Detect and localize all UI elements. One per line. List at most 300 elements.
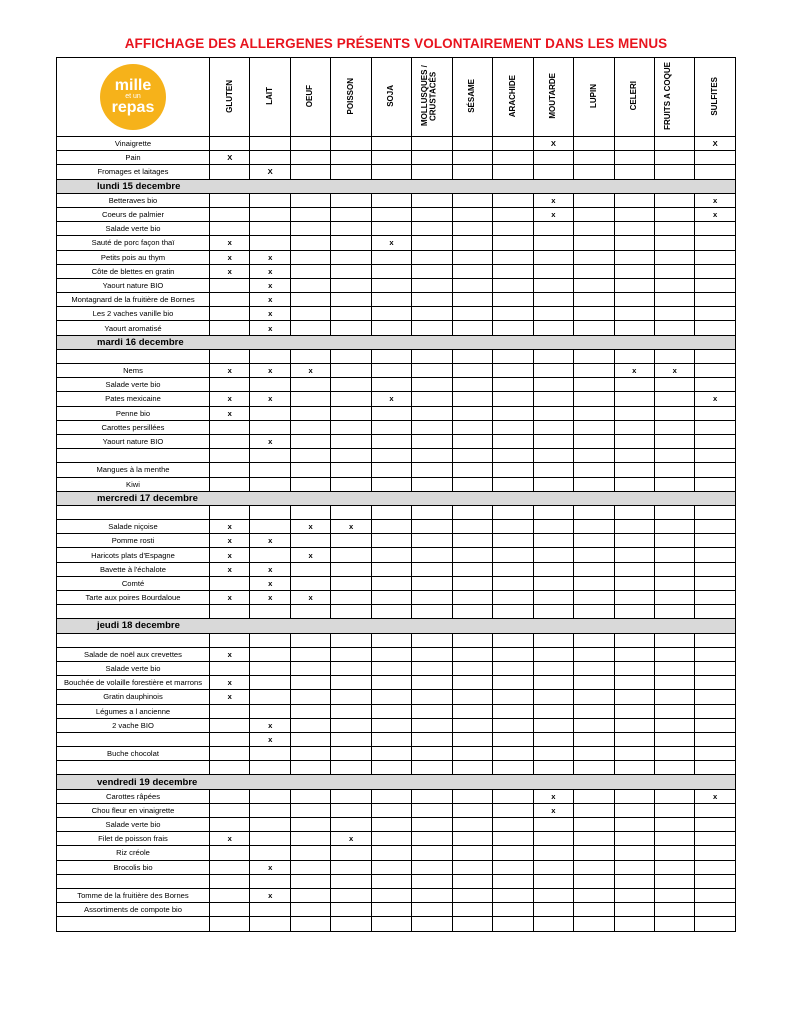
allergen-mark-cell: x [331,520,371,534]
day-header-row [57,775,736,789]
allergen-mark-cell [331,846,371,860]
table-row [57,917,736,931]
allergen-mark-cell [614,463,654,477]
allergen-mark-cell [331,874,371,888]
allergen-mark-cell [654,647,694,661]
allergen-mark-cell [210,732,250,746]
allergen-mark-cell: x [250,562,290,576]
allergen-mark-cell [574,449,614,463]
allergen-mark-cell [290,165,330,179]
allergen-mark-cell [290,789,330,803]
allergen-mark-cell [371,165,411,179]
allergen-mark-cell: x [210,548,250,562]
allergen-mark-cell [210,704,250,718]
allergen-mark-cell [452,250,492,264]
allergen-mark-cell [331,647,371,661]
allergen-mark-cell [210,307,250,321]
allergen-mark-cell: x [250,434,290,448]
allergen-mark-cell: x [250,264,290,278]
allergen-mark-cell [654,818,694,832]
allergen-mark-cell [412,236,452,250]
allergen-mark-cell [493,903,533,917]
allergen-mark-cell [371,463,411,477]
allergen-mark-cell [533,321,573,335]
allergen-mark-cell [574,747,614,761]
allergen-mark-cell [654,562,694,576]
table-row [57,420,736,434]
allergen-mark-cell [654,548,694,562]
allergen-mark-cell: x [371,236,411,250]
allergen-mark-cell [412,278,452,292]
allergen-mark-cell [695,661,735,675]
day-header-row [57,179,736,193]
allergen-mark-cell [533,548,573,562]
dish-name: Salade de noël aux crevettes [57,647,210,661]
allergen-mark-cell [654,392,694,406]
dish-name: Yaourt nature BIO [57,278,210,292]
allergen-mark-cell [533,690,573,704]
allergen-mark-cell [695,548,735,562]
allergen-mark-cell [250,463,290,477]
allergen-mark-cell [614,903,654,917]
allergen-mark-cell [412,874,452,888]
allergen-mark-cell [250,520,290,534]
allergen-mark-cell: X [210,151,250,165]
allergen-mark-cell [290,420,330,434]
allergen-mark-cell [533,647,573,661]
allergen-mark-cell [695,420,735,434]
allergen-mark-cell [614,732,654,746]
table-row [57,222,736,236]
allergen-mark-cell [654,137,694,151]
allergen-mark-cell [493,704,533,718]
allergen-mark-cell [371,264,411,278]
allergen-mark-cell [371,406,411,420]
column-label: SULFITES [709,76,719,116]
allergen-mark-cell: x [250,250,290,264]
column-header-lupin [574,58,614,137]
allergen-mark-cell [574,165,614,179]
allergen-mark-cell [412,364,452,378]
allergen-mark-cell [452,378,492,392]
allergen-mark-cell [614,874,654,888]
allergen-mark-cell [654,576,694,590]
table-row [57,789,736,803]
dish-name: Riz créole [57,846,210,860]
allergen-mark-cell [614,860,654,874]
column-label: MOUTARDE [548,73,558,119]
allergen-mark-cell [614,676,654,690]
column-header-lait [250,58,290,137]
allergen-mark-cell [290,151,330,165]
allergen-mark-cell [452,562,492,576]
allergen-mark-cell [654,874,694,888]
allergen-mark-cell [331,307,371,321]
allergen-mark-cell [210,349,250,363]
allergen-mark-cell [371,732,411,746]
allergen-mark-cell [331,264,371,278]
allergen-mark-cell [493,690,533,704]
allergen-mark-cell [654,250,694,264]
allergen-mark-cell: x [250,307,290,321]
allergen-mark-cell [654,264,694,278]
allergen-mark-cell [654,718,694,732]
dish-name: Betteraves bio [57,193,210,207]
allergen-mark-cell [371,307,411,321]
allergen-mark-cell [695,718,735,732]
allergen-mark-cell [574,378,614,392]
allergen-mark-cell: x [250,364,290,378]
allergen-mark-cell [331,732,371,746]
allergen-mark-cell [695,434,735,448]
allergen-mark-cell [654,676,694,690]
allergen-mark-cell [331,576,371,590]
allergen-mark-cell [574,903,614,917]
allergen-mark-cell [412,633,452,647]
allergen-mark-cell [290,207,330,221]
allergen-mark-cell: x [210,236,250,250]
allergen-mark-cell [210,605,250,619]
logo-line-2: et un [125,92,141,100]
allergen-mark-cell: x [654,364,694,378]
allergen-mark-cell [533,832,573,846]
allergen-mark-cell [493,732,533,746]
allergen-mark-cell [412,647,452,661]
allergen-mark-cell [493,207,533,221]
allergen-mark-cell [331,903,371,917]
allergen-mark-cell [493,832,533,846]
allergen-mark-cell: x [210,406,250,420]
allergen-mark-cell [695,222,735,236]
table-row [57,747,736,761]
allergen-mark-cell [210,903,250,917]
allergen-mark-cell [412,761,452,775]
allergen-mark-cell [290,832,330,846]
allergen-mark-cell [695,846,735,860]
allergen-mark-cell [574,874,614,888]
allergen-mark-cell [493,307,533,321]
allergen-mark-cell [493,591,533,605]
dish-name: Pain [57,151,210,165]
allergen-mark-cell [574,137,614,151]
day-label: jeudi 18 decembre [57,619,736,633]
allergen-mark-cell [654,761,694,775]
allergen-mark-cell [331,562,371,576]
allergen-mark-cell [210,378,250,392]
allergen-mark-cell [290,676,330,690]
allergen-mark-cell [290,392,330,406]
allergen-mark-cell [493,236,533,250]
column-header-poisson [331,58,371,137]
allergen-mark-cell: x [290,591,330,605]
allergen-mark-cell [493,505,533,519]
allergen-mark-cell [452,832,492,846]
allergen-mark-cell: x [250,732,290,746]
allergen-mark-cell [452,818,492,832]
allergen-mark-cell [654,434,694,448]
allergen-mark-cell [210,576,250,590]
logo-line-1: mille [114,77,152,95]
allergen-mark-cell [452,477,492,491]
allergen-mark-cell [533,222,573,236]
allergen-mark-cell [574,505,614,519]
allergen-mark-cell [371,704,411,718]
day-header-row [57,335,736,349]
allergen-mark-cell [452,789,492,803]
allergen-mark-cell [614,321,654,335]
allergen-mark-cell [452,860,492,874]
allergen-mark-cell [290,434,330,448]
allergen-mark-cell [452,520,492,534]
dish-name: Tarte aux poires Bourdaloue [57,591,210,605]
allergen-mark-cell [331,676,371,690]
allergen-mark-cell [452,364,492,378]
allergen-mark-cell [654,917,694,931]
allergen-mark-cell [654,406,694,420]
allergen-mark-cell [290,818,330,832]
dish-name: Buche chocolat [57,747,210,761]
allergen-mark-cell [290,732,330,746]
allergen-mark-cell [452,704,492,718]
allergen-mark-cell [654,222,694,236]
allergen-mark-cell [574,803,614,817]
allergen-mark-cell [210,222,250,236]
allergen-mark-cell [614,406,654,420]
allergen-mark-cell [250,605,290,619]
table-row [57,250,736,264]
table-row [57,803,736,817]
allergen-mark-cell [412,903,452,917]
dish-name: Coeurs de palmier [57,207,210,221]
allergen-mark-cell [452,647,492,661]
allergen-mark-cell [533,349,573,363]
allergen-mark-cell [290,449,330,463]
dish-name: Filet de poisson frais [57,832,210,846]
allergen-mark-cell [493,434,533,448]
allergen-mark-cell [290,846,330,860]
allergen-mark-cell [493,747,533,761]
allergen-mark-cell [493,349,533,363]
dish-name: Mangues à la menthe [57,463,210,477]
allergen-mark-cell [654,803,694,817]
allergen-mark-cell [452,661,492,675]
allergen-mark-cell [533,505,573,519]
allergen-mark-cell [533,392,573,406]
allergen-mark-cell: x [331,832,371,846]
dish-name: Kiwi [57,477,210,491]
table-row [57,633,736,647]
allergen-mark-cell [614,449,654,463]
allergen-mark-cell [493,406,533,420]
allergen-mark-cell [331,789,371,803]
table-row [57,449,736,463]
allergen-mark-cell [412,676,452,690]
allergen-mark-cell [493,818,533,832]
allergen-mark-cell [654,307,694,321]
allergen-mark-cell [371,534,411,548]
table-row [57,505,736,519]
allergen-mark-cell [654,420,694,434]
allergen-mark-cell [452,676,492,690]
allergen-mark-cell [574,207,614,221]
allergen-mark-cell [371,633,411,647]
dish-name: Yaourt aromatisé [57,321,210,335]
allergen-mark-cell [412,137,452,151]
allergen-mark-cell [614,193,654,207]
allergen-mark-cell [614,633,654,647]
allergen-mark-cell [452,690,492,704]
allergen-mark-cell [331,463,371,477]
allergen-mark-cell [452,846,492,860]
allergen-mark-cell [331,505,371,519]
allergen-mark-cell [614,477,654,491]
dish-name: Bouchée de volaille forestière et marrons [57,676,210,690]
allergen-mark-cell [412,789,452,803]
dish-name: Salade verte bio [57,378,210,392]
allergen-mark-cell [371,137,411,151]
allergen-mark-cell [695,250,735,264]
allergen-mark-cell [290,647,330,661]
column-label: FRUITS A COQUE [662,62,672,130]
allergen-mark-cell [574,676,614,690]
allergen-mark-cell [654,505,694,519]
allergen-mark-cell: x [533,193,573,207]
allergen-mark-cell [412,165,452,179]
allergen-mark-cell [533,732,573,746]
dish-name: Bavette à l'échalote [57,562,210,576]
allergen-mark-cell [250,477,290,491]
allergen-mark-cell: x [250,278,290,292]
allergen-mark-cell [493,151,533,165]
allergen-mark-cell [493,222,533,236]
allergen-mark-cell [290,463,330,477]
allergen-mark-cell [493,137,533,151]
table-row [57,392,736,406]
allergen-mark-cell [210,207,250,221]
allergen-mark-cell [493,420,533,434]
dish-name: Chou fleur en vinaigrette [57,803,210,817]
allergen-mark-cell [695,477,735,491]
allergen-mark-cell [250,818,290,832]
allergen-mark-cell [331,761,371,775]
table-row [57,534,736,548]
allergen-mark-cell [371,420,411,434]
allergen-mark-cell [412,704,452,718]
allergen-mark-cell [290,903,330,917]
allergen-mark-cell [695,917,735,931]
table-row [57,378,736,392]
allergen-mark-cell [412,406,452,420]
allergen-mark-cell [452,888,492,902]
allergen-mark-cell [574,434,614,448]
table-row [57,761,736,775]
allergen-mark-cell [614,818,654,832]
allergen-mark-cell [371,293,411,307]
allergen-mark-cell [574,789,614,803]
table-row [57,406,736,420]
allergen-mark-cell [533,434,573,448]
table-row [57,278,736,292]
allergen-mark-cell [614,605,654,619]
allergen-mark-cell [533,704,573,718]
allergen-mark-cell [493,633,533,647]
allergen-mark-cell [412,534,452,548]
allergen-mark-cell [574,151,614,165]
allergen-mark-cell [331,420,371,434]
allergen-table [56,57,736,932]
allergen-mark-cell [210,420,250,434]
allergen-mark-cell [493,378,533,392]
allergen-mark-cell [371,548,411,562]
day-label: vendredi 19 decembre [57,775,736,789]
allergen-mark-cell [614,278,654,292]
allergen-mark-cell [574,392,614,406]
dish-name [57,449,210,463]
allergen-mark-cell [331,378,371,392]
allergen-mark-cell [533,846,573,860]
table-row [57,704,736,718]
allergen-mark-cell [371,193,411,207]
table-row [57,477,736,491]
allergen-mark-cell [412,818,452,832]
allergen-mark-cell [695,761,735,775]
allergen-mark-cell [695,605,735,619]
allergen-mark-cell [614,576,654,590]
allergen-mark-cell [371,562,411,576]
allergen-mark-cell [371,903,411,917]
allergen-mark-cell [250,449,290,463]
allergen-mark-cell [654,193,694,207]
allergen-mark-cell [371,605,411,619]
table-row [57,576,736,590]
allergen-mark-cell [412,378,452,392]
dish-name: Salade verte bio [57,661,210,675]
allergen-mark-cell [654,591,694,605]
allergen-mark-cell [250,846,290,860]
allergen-mark-cell [533,151,573,165]
allergen-mark-cell [371,888,411,902]
allergen-mark-cell [493,576,533,590]
allergen-mark-cell [452,321,492,335]
allergen-mark-cell [250,874,290,888]
allergen-mark-cell [695,378,735,392]
allergen-mark-cell [371,718,411,732]
allergen-mark-cell [654,278,694,292]
allergen-mark-cell [210,789,250,803]
allergen-mark-cell: x [210,676,250,690]
allergen-mark-cell [533,718,573,732]
allergen-mark-cell: x [250,534,290,548]
allergen-mark-cell [574,307,614,321]
allergen-mark-cell [695,520,735,534]
allergen-mark-cell [614,591,654,605]
allergen-mark-cell [654,732,694,746]
allergen-mark-cell: x [290,548,330,562]
allergen-mark-cell [331,222,371,236]
allergen-mark-cell [695,165,735,179]
allergen-mark-cell [452,761,492,775]
allergen-mark-cell [210,718,250,732]
column-header-sesame [452,58,492,137]
allergen-mark-cell [493,860,533,874]
allergen-mark-cell [533,633,573,647]
allergen-mark-cell [250,505,290,519]
allergen-mark-cell [574,534,614,548]
allergen-mark-cell: x [250,591,290,605]
allergen-mark-cell [290,222,330,236]
allergen-mark-cell [574,364,614,378]
dish-name: Carottes persillées [57,420,210,434]
